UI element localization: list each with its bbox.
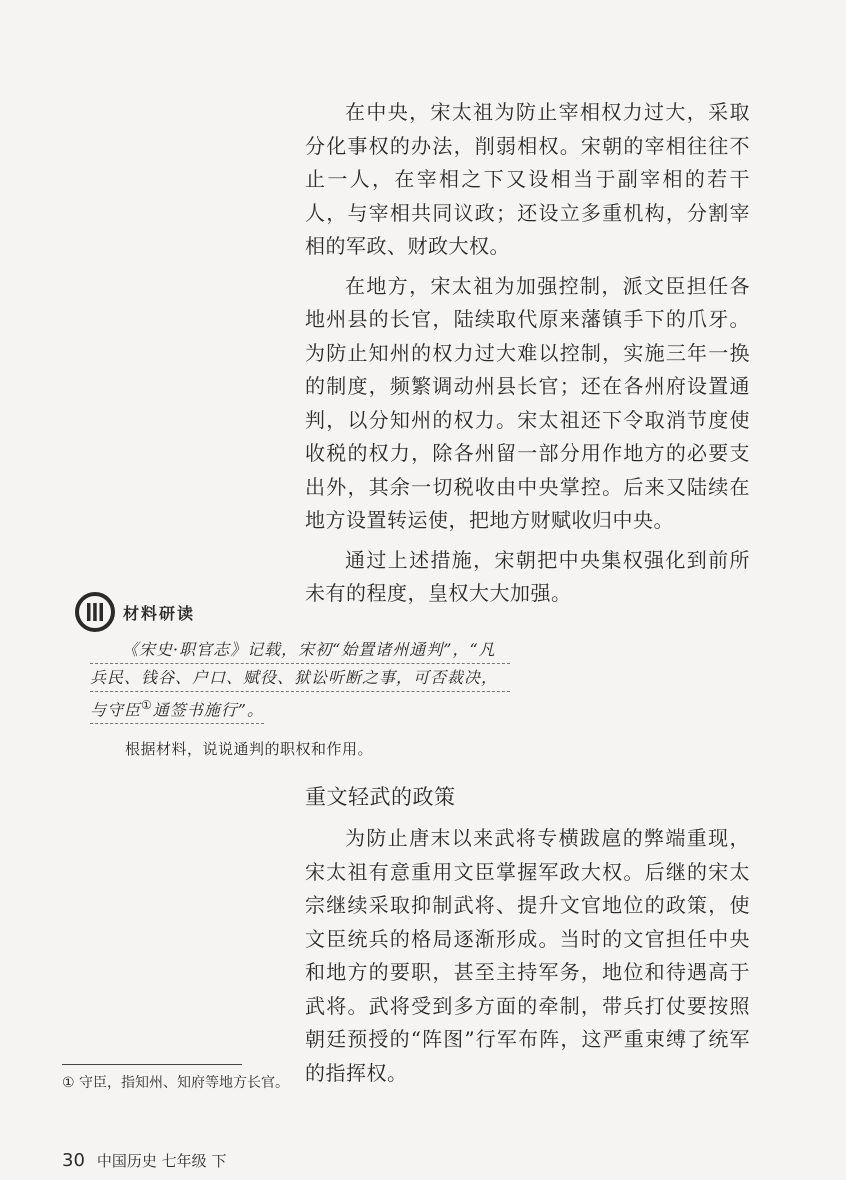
book-title: 中国历史 七年级 下 bbox=[96, 1152, 227, 1170]
paragraph-conclusion: 通过上述措施，宋朝把中央集权强化到前所未有的程度，皇权大大加强。 bbox=[305, 547, 750, 605]
material-reading-box bbox=[75, 592, 515, 759]
section-civil-over-military bbox=[305, 782, 750, 1096]
paragraph-local: 在地方，宋太祖为加强控制，派文臣担任各地州县的长官，陆续取代原来藩镇手下的爪牙。为防止知州的权力过大难以控制，实施三年一换的制度，频繁调动州县长官；还在各州府设置通判，以分知州的权力。宋太祖还下令取消节度使收税的权力，除各州留一部分用作地方的必要支出外，其余一切税收由中央掌控。后来又陆续在地方设置转运使，把地方财赋收归中央。 bbox=[305, 273, 750, 532]
page-footer bbox=[62, 1150, 226, 1171]
quote-line: 《宋史·职官志》记载，宋初“始置诸州通判”，“凡 bbox=[90, 636, 510, 664]
material-reading-icon bbox=[75, 592, 115, 632]
quote-line-with-footnote bbox=[90, 692, 264, 724]
material-quote bbox=[90, 636, 510, 724]
material-header bbox=[75, 592, 515, 632]
paragraph-central: 在中央，宋太祖为防止宰相权力过大，采取分化事权的办法，削弱相权。宋朝的宰相往往不止一人，在宰相之下又设相当于副宰相的若干人，与宰相共同议政；还设立多重机构，分割宰相的军政、财政大权。 bbox=[305, 100, 750, 258]
quote-line: 兵民、钱谷、户口、赋役、狱讼听断之事，可否裁决， bbox=[90, 664, 510, 692]
material-title: 材料研读 bbox=[123, 603, 196, 623]
quote-fragment: 与守臣 bbox=[90, 700, 142, 720]
paragraph-policy: 为防止唐末以来武将专横跋扈的弊端重现，宋太祖有意重用文臣掌握军政大权。后继的宋太宗继续采取抑制武将、提升文官地位的政策，使文臣统兵的格局逐渐形成。当时的文官担任中央和地方的要职，甚至主持军务，地位和待遇高于武将。武将受到多方面的牵制，带兵打仗要按照朝廷预授的“阵图”行军布阵，这严重束缚了统军的指挥权。 bbox=[305, 826, 750, 1085]
quote-fragment: 通签书施行”。 bbox=[152, 700, 264, 720]
footnote-divider bbox=[62, 1064, 242, 1065]
footnote-marker: ① bbox=[141, 698, 153, 712]
page-number: 30 bbox=[62, 1150, 85, 1171]
footnote: ① 守臣，指知州、知府等地方长官。 bbox=[62, 1075, 290, 1091]
material-question: 根据材料，说说通判的职权和作用。 bbox=[125, 740, 374, 759]
section-heading: 重文轻武的政策 bbox=[305, 785, 456, 809]
section-central-power bbox=[305, 96, 750, 617]
